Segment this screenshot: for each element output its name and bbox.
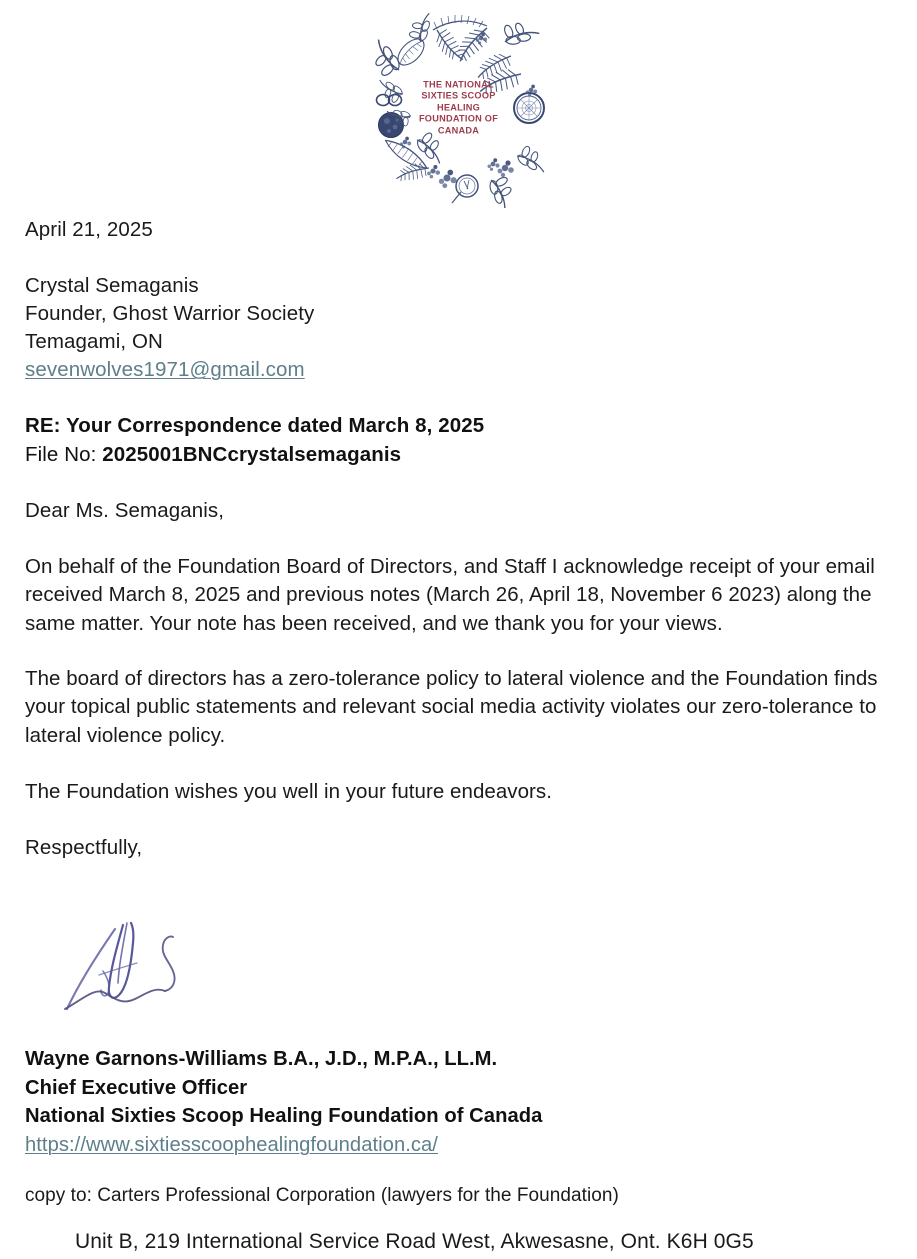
closing-salutation: Respectfully, (25, 836, 143, 859)
file-number-value: 2025001BNCcrystalsemaganis (102, 442, 402, 466)
signer-title: Chief Executive Officer (25, 1076, 248, 1099)
letter-date: April 21, 2025 (25, 218, 153, 241)
letterhead (0, 0, 917, 208)
logo-line-2: SIXTIES SCOOP (421, 90, 496, 101)
logo-line-1: THE NATIONAL (423, 79, 494, 90)
body-paragraph-3: The Foundation wishes you well in your future endeavors. (25, 780, 552, 803)
signature-ink-icon (61, 905, 201, 1015)
wreath-illustration-icon (359, 8, 559, 208)
recipient-location: Temagami, ON (25, 330, 163, 353)
logo-line-5: CANADA (437, 125, 480, 136)
footer-address: Unit B, 219 International Service Road West, Akwesasne, Ont. K6H 0G5 (75, 1230, 754, 1253)
recipient-email-row (25, 356, 314, 384)
file-number-label: File No: (25, 442, 103, 466)
recipient-name: Crystal Semaganis (25, 274, 199, 297)
website-row (25, 1131, 542, 1160)
foundation-website-link[interactable]: https://www.sixtiesscoophealingfoundation.ca/ (25, 1133, 438, 1156)
signer-organization: National Sixties Scoop Healing Foundation of Canada (25, 1105, 543, 1127)
re-line: RE: Your Correspondence dated March 8, 2025 (25, 414, 485, 437)
signer-name: Wayne Garnons-Williams B.A., J.D., M.P.A., LL.M. (25, 1048, 498, 1070)
logo-line-4: FOUNDATION OF (418, 113, 499, 124)
recipient-block (25, 272, 314, 384)
logo-line-3: HEALING (436, 102, 481, 113)
handwritten-signature (61, 905, 201, 1015)
body-paragraph-2: The board of directors has a zero-tolerance policy to lateral violence and the Foundation finds your topical public statements and relevant social media activity violates our zero-tolerance to lateral violence policy. (25, 667, 878, 747)
copy-to-line: copy to: Carters Professional Corporation (lawyers for the Foundation) (25, 1185, 619, 1206)
body-paragraph-1: On behalf of the Foundation Board of Directors, and Staff I acknowledge receipt of your email received March 8, 2025 and previous notes (March 26, April 18, November 6 2023) along the same matter. Your note has been received, and we thank you for your views. (25, 555, 875, 635)
recipient-email-link[interactable]: sevenwolves1971@gmail.com (25, 358, 305, 381)
foundation-logo (359, 8, 559, 208)
file-number-line (25, 441, 484, 470)
salutation: Dear Ms. Semaganis, (25, 499, 225, 522)
recipient-title: Founder, Ghost Warrior Society (25, 302, 315, 325)
signature-block (25, 1045, 542, 1159)
subject-block (25, 412, 484, 469)
